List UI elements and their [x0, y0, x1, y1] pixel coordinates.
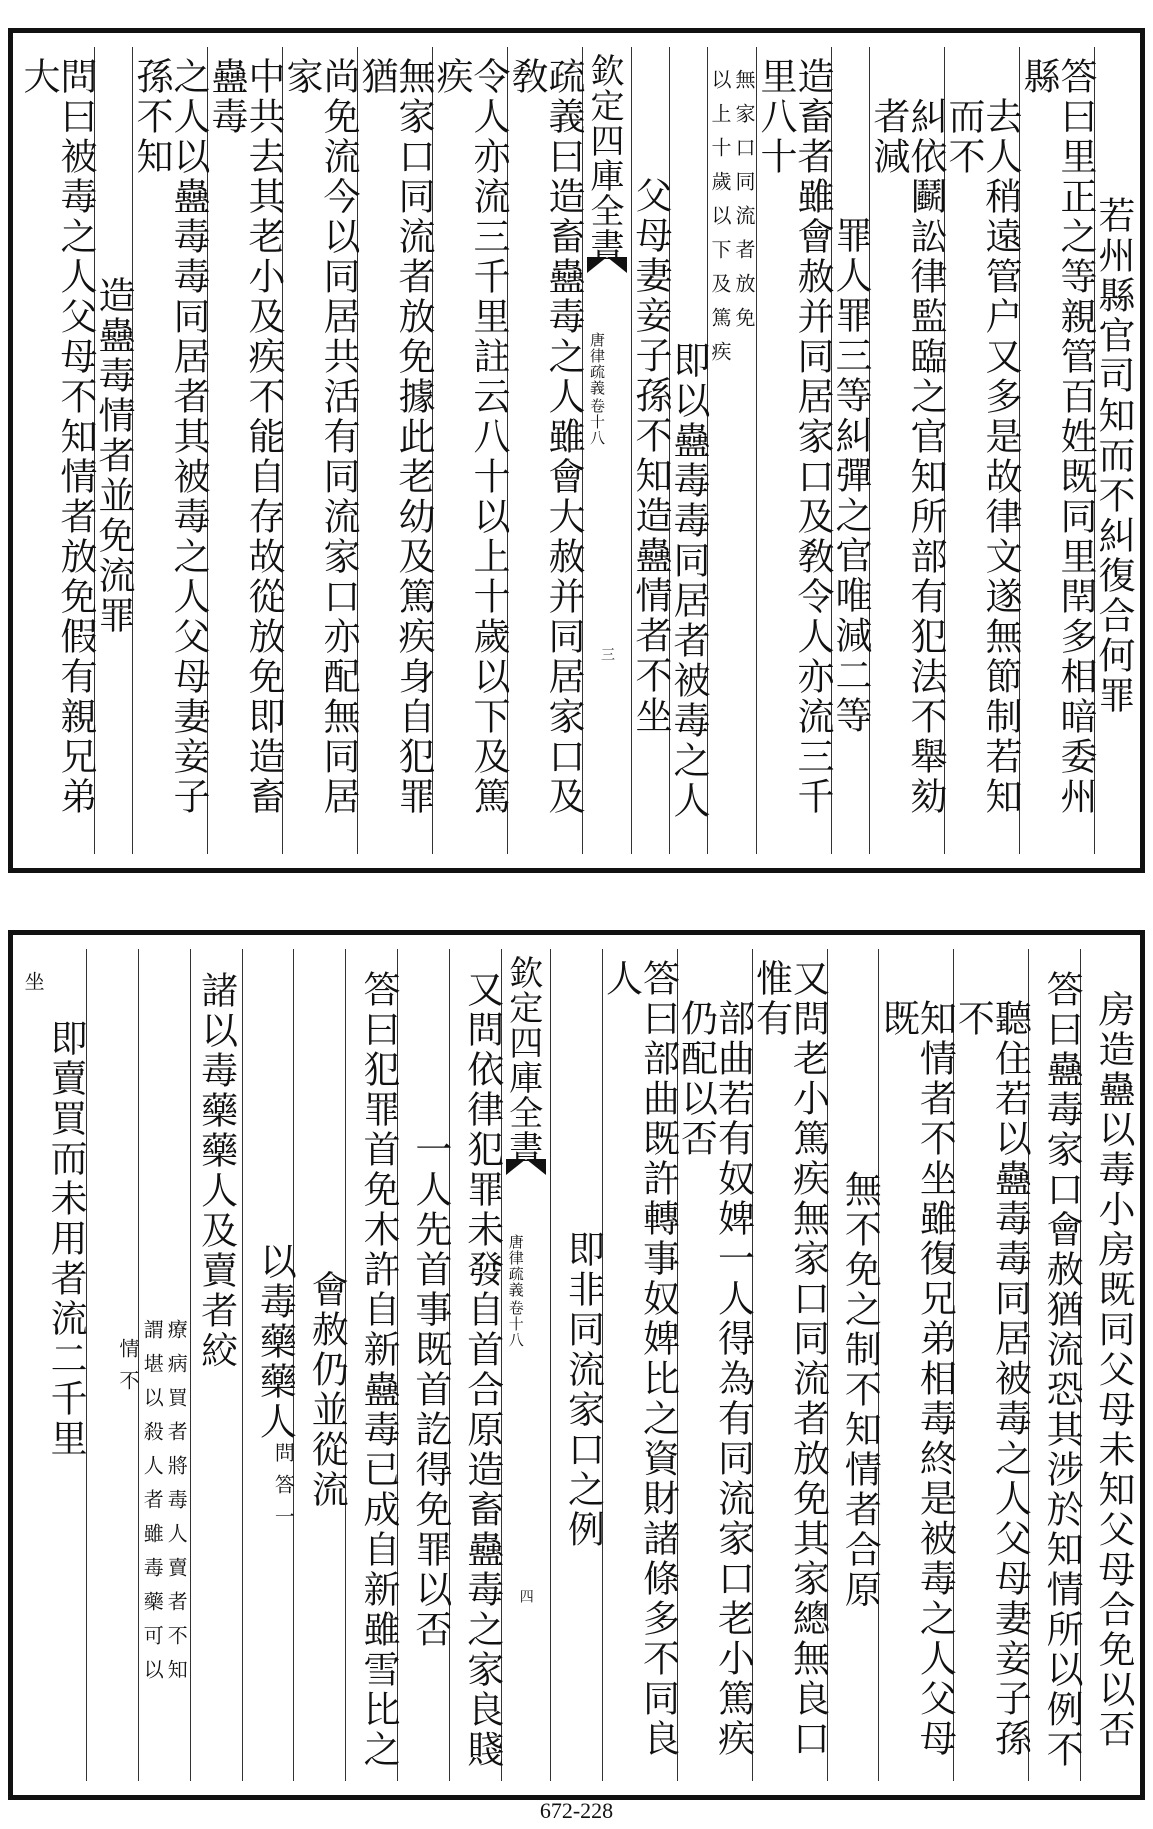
center-title: 欽定四庫全書 [584, 53, 624, 263]
text-column: 造畜者雖會赦并同居家口及敎令人亦流三千里八十 [756, 47, 831, 854]
text-column: 令人亦流三千里註云八十以上十歲以下及篤疾 [432, 47, 507, 854]
center-fold [582, 47, 631, 854]
text-column: 問曰被毒之人父母不知情者放免假有親兄弟大 [17, 57, 97, 817]
wenda-note: 問答一 [271, 1442, 296, 1538]
statute-column [21, 949, 86, 1781]
volume-number: 卷十八 [588, 398, 606, 446]
center-subtitle [508, 1234, 523, 1348]
statute-text: 即賣買而未用者流二千里 [44, 1019, 88, 1459]
text-column: 中共去其老小及疾不能自存故從放免即造畜蠱毒 [207, 47, 282, 854]
text-column: 聽住若以蠱毒毒同居被毒之人父母妻妾子孫不 [953, 949, 1028, 1781]
text-column: 父母妻妾子孫不知造蠱情者不坐 [631, 47, 669, 854]
fish-tail-icon [587, 257, 627, 291]
text-column: 答曰蠱毒家口會赦猶流恐其涉於知情所以例不 [1028, 949, 1080, 1781]
text-column [242, 949, 297, 1781]
bottom-page-columns [21, 949, 1135, 1781]
text-column: 尚免流今以同居共活有同流家口亦配無同居家 [282, 47, 357, 854]
annotation-column [707, 47, 756, 854]
text-column: 去人稍遠管户又多是故律文遂無節制若知而不 [944, 47, 1019, 854]
text-column: 造蠱毒情者並免流罪 [94, 47, 132, 854]
text-column: 無不免之制不知情者合原 [827, 949, 879, 1781]
fish-tail-icon [506, 1159, 546, 1193]
center-subtitle [589, 332, 604, 446]
page-number: 三 [599, 647, 615, 661]
center-fold [501, 949, 550, 1781]
book-title: 唐律疏義 [588, 332, 606, 396]
annotation-line: 以上十歲以下及篤疾 [708, 69, 732, 375]
text-column: 答曰犯罪首免木許自新蠱毒已成自新雖雪比之 [345, 949, 397, 1781]
book-title: 唐律疏義 [506, 1234, 525, 1298]
annotation-fragment: 坐 [21, 971, 46, 1001]
bottom-page [8, 930, 1145, 1800]
page-label: 672-228 [539, 1798, 614, 1823]
text-column: 答曰里正之等親管百姓既同里閈多相暗委州縣 [1019, 47, 1094, 854]
text-column [86, 949, 138, 1781]
text-column: 若州縣官司知而不糾復合何罪 [1094, 47, 1132, 854]
text-column: 部曲若有奴婢一人得為有同流家口老小篤疾仍配以否 [677, 949, 752, 1781]
center-title: 欽定四庫全書 [502, 955, 543, 1165]
section-heading: 以毒藥藥人 [253, 1242, 297, 1442]
text-column: 又問依律犯罪未發自首合原造畜蠱毒之家良賤 [449, 949, 501, 1781]
text-column: 答曰部曲既許轉事奴婢比之資財諸條多不同良人 [602, 949, 677, 1781]
annotation-line: 謂堪以殺人者雖毒藥可以 [140, 1319, 165, 1693]
text-column: 一人先首事既首訖得免罪以否 [397, 949, 449, 1781]
text-column: 即非同流家口之例 [550, 949, 602, 1781]
text-column: 無家口同流者放免據此老幼及篤疾身自犯罪猶 [357, 47, 432, 854]
statute-column [190, 949, 242, 1781]
statute-text: 諸以毒藥藥人及賣者絞 [194, 971, 238, 1371]
text-column: 會赦仍並從流 [293, 949, 345, 1781]
page-number: 四 [517, 1589, 534, 1603]
annotation-line: 療病買者將毒人賣者不知 [164, 1319, 189, 1693]
text-column: 房造蠱以毒小房既同父母未知父母合免以否 [1080, 949, 1132, 1781]
text-column: 之人以蠱毒毒同居者其被毒之人父母妻妾子孫不知 [132, 47, 207, 854]
text-column: 即以蠱毒毒同居者被毒之人 [669, 47, 707, 854]
text-column: 疏義曰造畜蠱毒之人雖會大赦并同居家口及敎 [507, 47, 582, 854]
text-column: 知情者不坐雖復兄弟相毒終是被毒之人父母既 [878, 949, 953, 1781]
text-column: 罪人罪三等糾彈之官唯減二等 [831, 47, 869, 854]
text-column: 又問老小篤疾無家口同流者放免其家總無良口惟有 [752, 949, 827, 1781]
top-page [8, 28, 1145, 873]
text-column: 糾依鬬訟律監臨之官知所部有犯法不舉劾者減 [869, 47, 944, 854]
volume-number: 卷十八 [506, 1300, 525, 1348]
annotation-line: 無家口同流者放免 [732, 69, 756, 341]
annotation-fragment: 情不 [115, 1338, 140, 1402]
annotation-column [138, 949, 190, 1781]
top-page-columns [17, 47, 1135, 854]
